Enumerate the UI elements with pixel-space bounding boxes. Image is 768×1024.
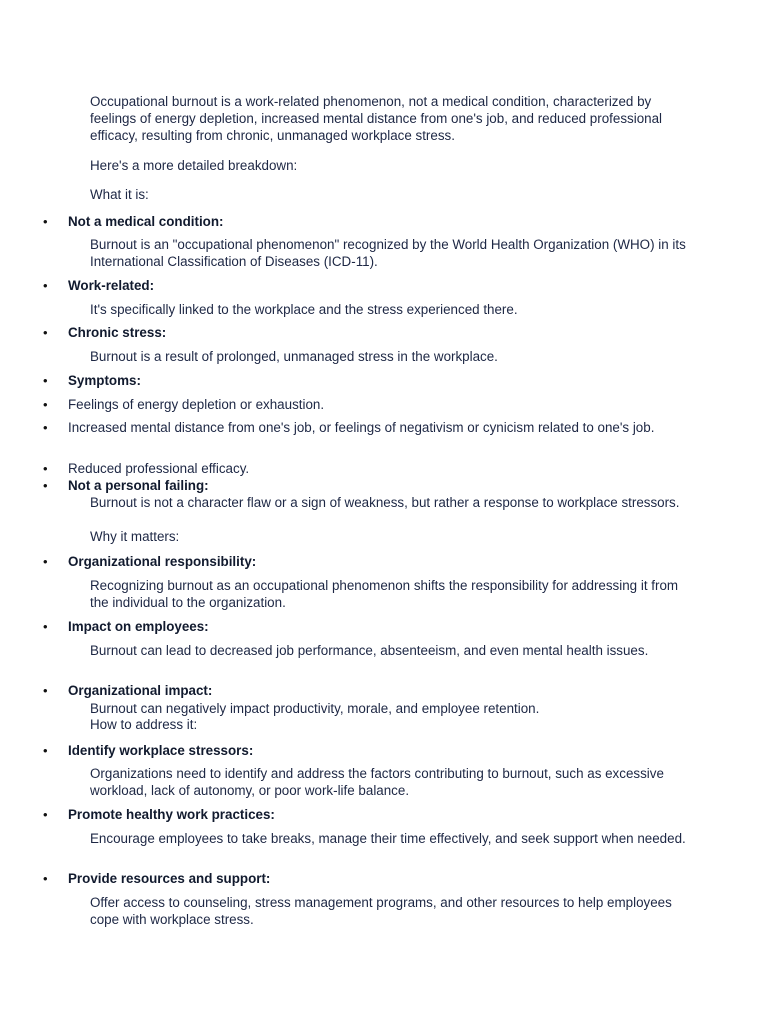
list-item <box>0 553 700 570</box>
symptom-text: Reduced professional efficacy. <box>68 461 250 476</box>
item-title: Chronic stress: <box>68 325 167 340</box>
symptom-text: Increased mental distance from one's job, or feelings of negativism or cynicism related to one's job. <box>68 420 655 435</box>
item-title: Provide resources and support: <box>68 871 271 886</box>
item-description: Offer access to counseling, stress management programs, and other resources to help employees cope with workplace stress. <box>90 895 672 927</box>
item-title: Organizational impact: <box>68 683 213 698</box>
bullet-icon: • <box>43 871 48 886</box>
list-item <box>0 372 700 389</box>
bullet-icon: • <box>43 325 48 340</box>
why-heading: Why it matters: <box>90 529 180 544</box>
list-item <box>0 742 700 759</box>
bullet-icon: • <box>43 807 48 822</box>
what-it-is-heading: What it is: <box>90 187 149 202</box>
bullet-icon: • <box>43 373 48 388</box>
item-description: Burnout is a result of prolonged, unmanaged stress in the workplace. <box>90 349 498 364</box>
item-description: It's specifically linked to the workplace and the stress experienced there. <box>90 302 518 317</box>
item-title: Not a personal failing: <box>68 478 209 493</box>
item-title: Identify workplace stressors: <box>68 743 254 758</box>
item-description: Burnout is an "occupational phenomenon" recognized by the World Health Organization (WHO) in its International Classification of Diseases (ICD-11). <box>90 237 686 269</box>
item-description: Encourage employees to take breaks, manage their time effectively, and seek support when needed. <box>90 831 686 846</box>
list-item <box>0 682 700 699</box>
item-title: Not a medical condition: <box>68 214 224 229</box>
list-item <box>0 396 700 413</box>
list-item <box>0 618 700 635</box>
list-item <box>0 324 700 341</box>
list-item <box>0 806 700 823</box>
item-title: Promote healthy work practices: <box>68 807 275 822</box>
bullet-icon: • <box>43 278 48 293</box>
bullet-icon: • <box>43 420 48 435</box>
bullet-icon: • <box>43 397 48 412</box>
list-item <box>0 419 700 436</box>
item-description: Organizations need to identify and address the factors contributing to burnout, such as excessive workload, lack of autonomy, or poor work-life balance. <box>90 766 664 798</box>
bullet-icon: • <box>43 478 48 493</box>
bullet-icon: • <box>43 461 48 476</box>
list-item <box>0 213 700 230</box>
how-heading: How to address it: <box>90 717 198 732</box>
item-description: Burnout can lead to decreased job performance, absenteeism, and even mental health issues. <box>90 643 649 658</box>
item-title: Organizational responsibility: <box>68 554 257 569</box>
list-item <box>0 460 700 477</box>
bullet-icon: • <box>43 683 48 698</box>
list-item <box>0 277 700 294</box>
symptom-text: Feelings of energy depletion or exhaustion. <box>68 397 325 412</box>
item-description: Burnout can negatively impact productivity, morale, and employee retention. <box>90 701 540 716</box>
list-item <box>0 477 700 494</box>
item-title: Symptoms: <box>68 373 141 388</box>
item-description: Recognizing burnout as an occupational phenomenon shifts the responsibility for addressing it from the individual to the organization. <box>90 578 679 610</box>
list-item <box>0 870 700 887</box>
bullet-icon: • <box>43 619 48 634</box>
item-description: Burnout is not a character flaw or a sign of weakness, but rather a response to workplace stressors. <box>90 495 680 510</box>
intro-paragraph: Occupational burnout is a work-related phenomenon, not a medical condition, characterized by feelings of energy depletion, increased mental distance from one's job, and reduced professional efficacy, resulting from chronic, unmanaged workplace stress. <box>90 94 663 143</box>
item-title: Work-related: <box>68 278 155 293</box>
item-title: Impact on employees: <box>68 619 209 634</box>
bullet-icon: • <box>43 743 48 758</box>
bullet-icon: • <box>43 214 48 229</box>
breakdown-intro: Here's a more detailed breakdown: <box>90 158 298 173</box>
bullet-icon: • <box>43 554 48 569</box>
